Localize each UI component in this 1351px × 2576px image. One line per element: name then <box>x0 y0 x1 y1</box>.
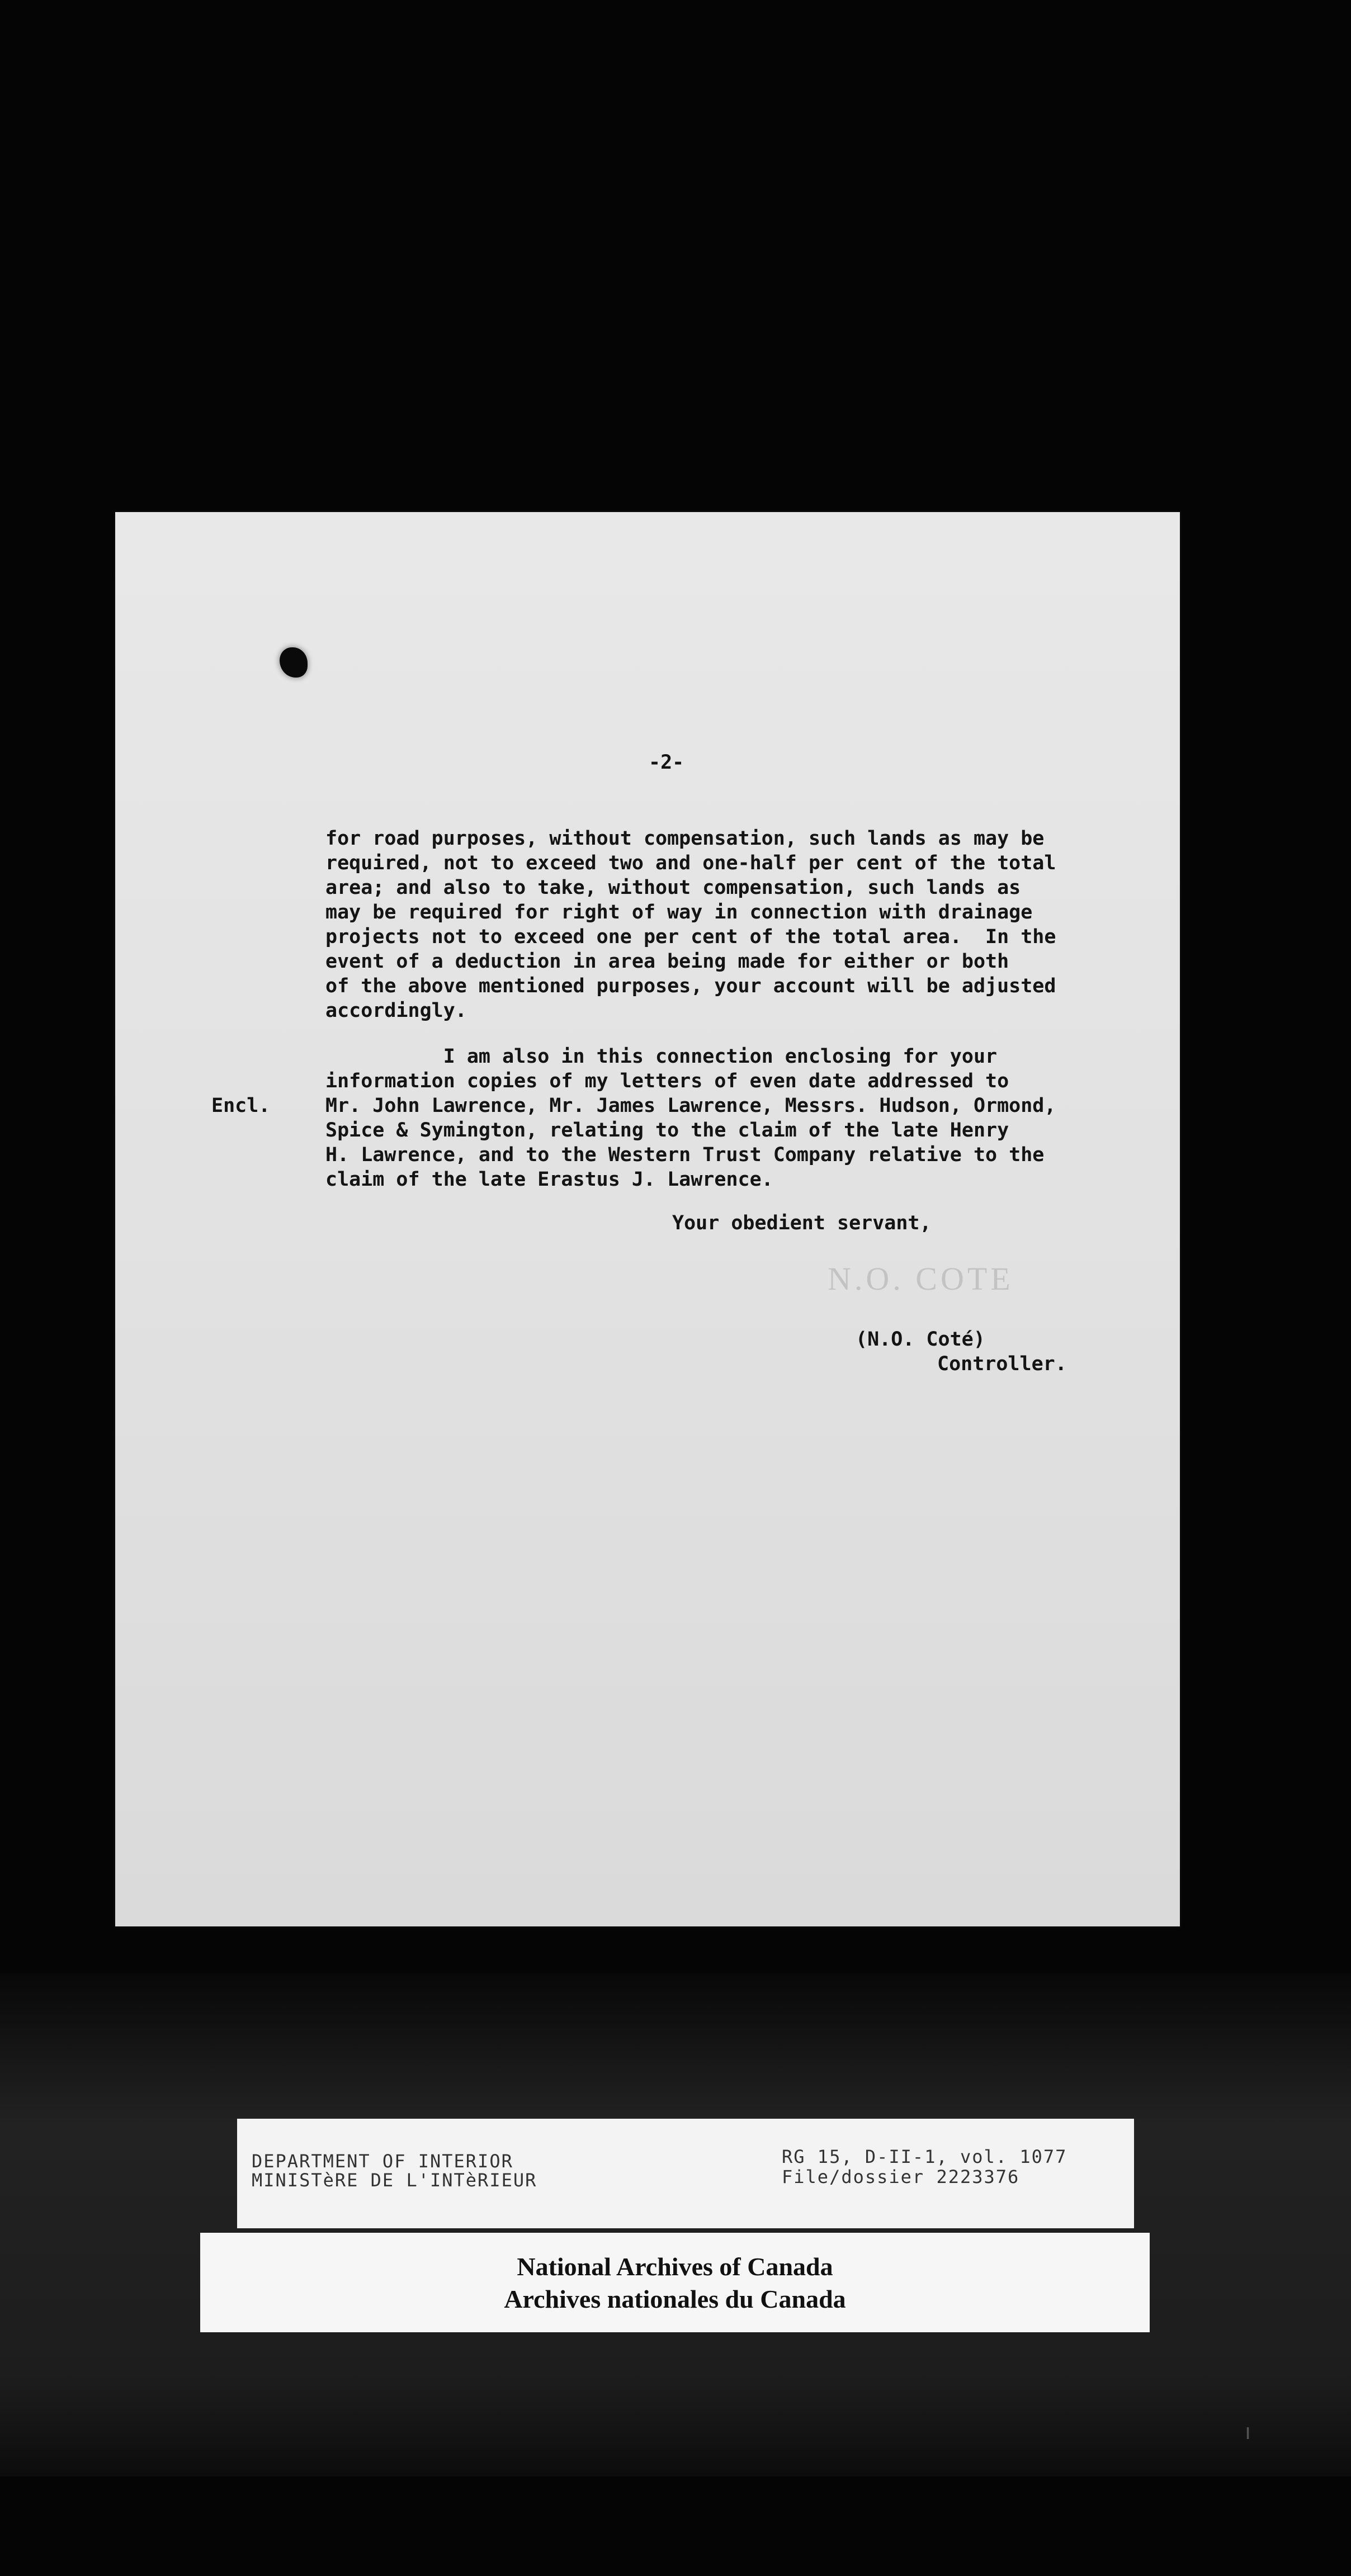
paragraph-line: for road purposes, without compensation, such lands as may be <box>325 827 1045 850</box>
file-number: File/dossier 2223376 <box>782 2166 1020 2187</box>
closing-salutation: Your obedient servant, <box>672 1212 932 1234</box>
archive-reference-label <box>237 2119 1134 2228</box>
paragraph-line: area; and also to take, without compensation, such lands as <box>325 877 1021 899</box>
paragraph-line: event of a deduction in area being made for either or both <box>325 950 1009 973</box>
paragraph-line: Spice & Symington, relating to the claim of the late Henry <box>325 1119 1009 1142</box>
archive-reference: RG 15, D-II-1, vol. 1077 <box>782 2146 1067 2167</box>
signature-stamp: N.O. COTE <box>828 1261 1014 1297</box>
department-english: DEPARTMENT OF INTERIOR <box>252 2151 513 2172</box>
film-speck: ı <box>1245 2419 1251 2444</box>
paragraph-line: Mr. John Lawrence, Mr. James Lawrence, Messrs. Hudson, Ormond, <box>325 1095 1056 1117</box>
document-page <box>115 512 1180 1926</box>
paragraph-line: H. Lawrence, and to the Western Trust Company relative to the <box>325 1144 1045 1166</box>
paragraph-line: projects not to exceed one per cent of the total area. In the <box>325 926 1056 948</box>
enclosure-note: Encl. <box>211 1095 271 1117</box>
paragraph-line: required, not to exceed two and one-half per cent of the total <box>325 852 1056 874</box>
paragraph-line: claim of the late Erastus J. Lawrence. <box>325 1168 773 1191</box>
paragraph-line: I am also in this connection enclosing for your <box>325 1045 998 1068</box>
paragraph-line: of the above mentioned purposes, your account will be adjusted <box>325 975 1056 997</box>
archives-name-label <box>200 2233 1150 2332</box>
paragraph-line: information copies of my letters of even date addressed to <box>325 1070 1009 1092</box>
paragraph-line: may be required for right of way in connection with drainage <box>325 901 1033 924</box>
archives-name-english: National Archives of Canada <box>517 2252 833 2281</box>
archives-name-french: Archives nationales du Canada <box>504 2285 846 2313</box>
signatory-title: Controller. <box>937 1353 1067 1375</box>
paragraph-line: accordingly. <box>325 1000 467 1022</box>
department-french: MINISTèRE DE L'INTèRIEUR <box>252 2170 537 2191</box>
signatory-name: (N.O. Coté) <box>856 1328 985 1351</box>
page-number: -2- <box>649 751 684 774</box>
